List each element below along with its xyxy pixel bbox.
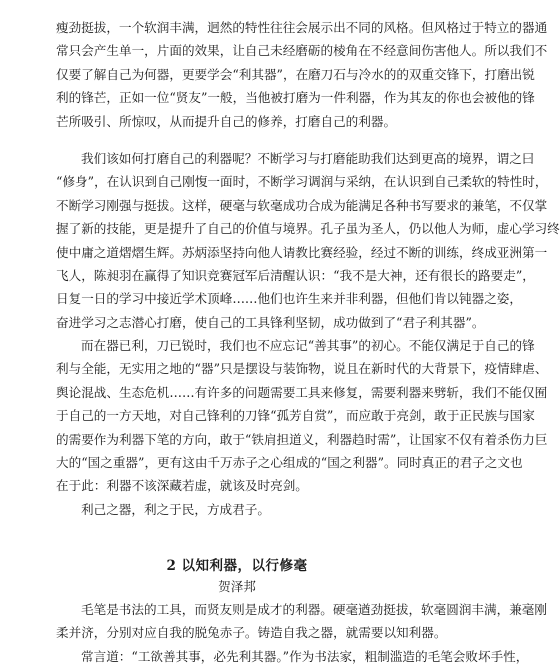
paragraph-6 bbox=[56, 645, 529, 668]
text-line: 毛笔是书法的工具，而贤友则是成才的利器。硬毫遒劲挺拔，软毫圆润丰满，兼毫刚 bbox=[81, 602, 547, 617]
paragraph-2 bbox=[56, 147, 560, 334]
text-line: 而在器已利，刀已锐时，我们也不应忘记“善其事”的初心。不能仅满足于自己的锋 bbox=[81, 338, 535, 353]
paragraph-1 bbox=[56, 16, 548, 133]
paragraph-4 bbox=[56, 498, 418, 521]
text-line: 使中庸之道熠熠生辉。苏炳添坚持向他人请教比赛经验，经过不断的训练，终成亚洲第一 bbox=[56, 244, 548, 260]
text-line: 利与全能，无实用之地的“器”只是摆设与装饰物，说且在新时代的大背景下，疫情肆虐、 bbox=[56, 361, 548, 377]
text-line: 瘦劲挺拔，一个软润丰满，迥然的特性往往会展示出不同的风格。但风格过于特立的器通 bbox=[56, 20, 548, 35]
text-line: 日复一日的学习中接近学术顶峰……他们也许生来并非利器，但他们肯以钝器之姿， bbox=[56, 291, 522, 307]
text-line: 握了新的技能，更是提升了自己的价值与境界。孔子虽为圣人，仍以他人为师，虚心学习终 bbox=[56, 221, 560, 237]
text-line: 舆论混战、生态危机……有许多的问题需要工具来修复，需要利器来劈斩，我们不能仅囿 bbox=[56, 384, 548, 400]
text-line: 利己之器，利之于民，方成君子。 bbox=[81, 502, 270, 517]
text-line: “修身”，在认识到自己刚愎一面时，不断学习调润与采纳，在认识到自己柔软的特性时， bbox=[56, 174, 548, 190]
text-line: 大的“国之重器”，更有这由千万赤子之心组成的“国之利器”。同时真正的君子之文也 bbox=[56, 454, 523, 470]
text-line: 在于此：利器不该深藏若虚，就该及时亮剑。 bbox=[56, 478, 308, 494]
paragraph-3 bbox=[56, 334, 548, 498]
text-line: 常言道：“工欲善其事，必先利其器。”作为书法家，粗制滥造的毛笔会败坏手性， bbox=[81, 649, 529, 664]
text-line: 利的锋芒，正如一位“贤友”一般，当他被打磨为一件利器，作为其友的你也会被他的锋 bbox=[56, 90, 535, 106]
text-line: 的需要作为利器下笔的方向，敢于“铁肩担道义，利器趋时需”，让国家不仅有着杀伤力巨 bbox=[56, 431, 548, 447]
section-heading: 2 以知利器，以行修毫 bbox=[166, 558, 308, 574]
text-line: 常只会产生单一，片面的效果，让自己未经磨砺的棱角在不经意间伤害他人。所以我们不 bbox=[56, 43, 548, 59]
text-line: 飞人，陈昶羽在赢得了知识竞赛冠军后清醒认识：“我不是大神，还有很长的路要走”， bbox=[56, 267, 535, 283]
author-name: 贺泽邦 bbox=[218, 579, 256, 594]
text-line: 于自己的一方天地，对自己锋利的刀锋“孤芳自赏”，而应敢于亮剑，敢于正民族与国家 bbox=[56, 408, 535, 424]
text-line: 我们该如何打磨自己的利器呢？不断学习与打磨能助我们达到更高的境界，谓之曰 bbox=[81, 151, 535, 166]
text-line: 芒所吸引、所惊叹，从而提升自己的修养，打磨自己的利器。 bbox=[56, 113, 397, 129]
paragraph-5 bbox=[56, 598, 547, 645]
text-line: 奋进学习之志潜心打磨，使自己的工具锋利坚韧，成功做到了“君子利其器”。 bbox=[56, 314, 485, 330]
text-line: 仅要了解自己为何器，更要学会“利其器”，在磨刀石与冷水的的双重交锋下，打磨出锐 bbox=[56, 66, 535, 82]
text-line: 柔并济，分别对应自我的脱兔赤子。铸造自我之器，就需要以知利器。 bbox=[56, 625, 447, 641]
text-line: 不断学习刚强与挺拔。这样，硬毫与软毫成功合成为能满足各种书写要求的兼笔，不仅掌 bbox=[56, 197, 548, 213]
